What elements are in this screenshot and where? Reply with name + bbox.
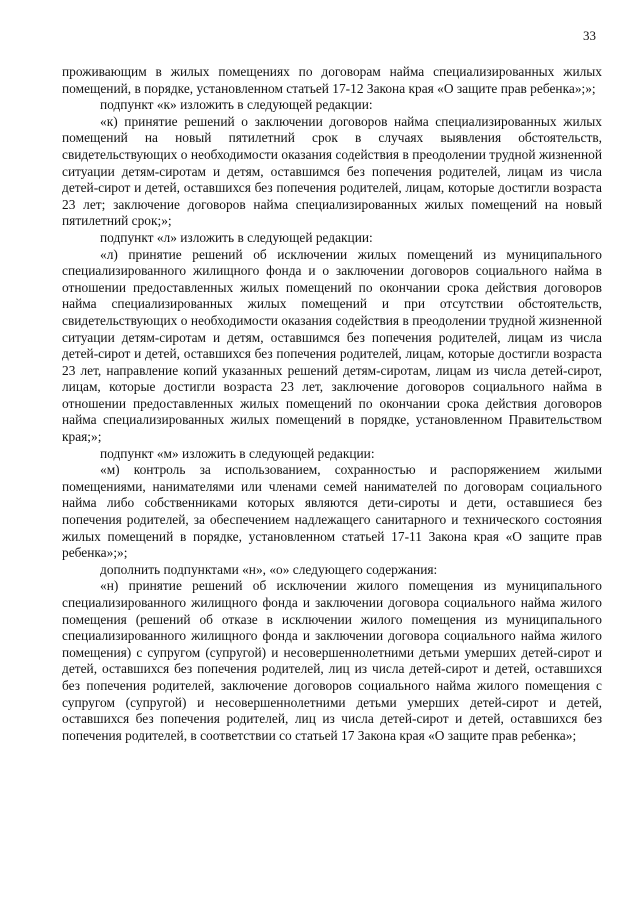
paragraph-instruction-k: подпункт «к» изложить в следующей редакции: <box>100 97 373 113</box>
paragraph-instruction-n-o: дополнить подпунктами «н», «о» следующего содержания: <box>100 561 438 577</box>
paragraph-instruction-l: подпункт «л» изложить в следующей редакции: <box>100 229 373 245</box>
paragraph-continuation: проживающим в жилых помещениях по договорам найма специализированных жилых помещений, в порядке, установленном статьей 17-12 Закона края «О защите прав ребенка»;»; <box>62 64 602 96</box>
paragraph-subpoint-m: «м) контроль за использованием, сохранностью и распоряжением жилыми помещениями, нанимателями или членами семей нанимателей по договорам социального найма либо собственниками которых являются дети-сироты и дети, оставшиеся без попечения родителей, за обеспечением надлежащего санитарного и технического состояния жилых помещений в порядке, установленном статьей 17-11 Закона края «О защите прав ребенка»;»; <box>62 462 602 561</box>
document-body <box>62 64 602 744</box>
paragraph-instruction-m: подпункт «м» изложить в следующей редакции: <box>100 445 375 461</box>
paragraph-subpoint-k: «к) принятие решений о заключении договоров найма специализированных жилых помещений на новый пятилетний срок в случаях выявления обстоятельств, свидетельствующих о необходимости оказания содействия в преодолении трудной жизненной ситуации детям-сиротам и детям, оставшимся без попечения родителей, лицам из числа детей-сирот и детей, оставшихся без попечения родителей, лицам, которые достигли возраста 23 лет; заключение договоров найма специализированных жилых помещений на новый пятилетний срок;»; <box>62 113 602 229</box>
page-number: 33 <box>583 28 596 43</box>
paragraph-subpoint-l: «л) принятие решений об исключении жилых помещений из муниципального специализированного жилищного фонда и о заключении договоров социального найма в отношении предоставленных жилых помещений по окончании срока действия договоров найма специализированных жилых помещений и при отсутствии обстоятельств, свидетельствующих о необходимости оказания содействия в преодолении трудной жизненной ситуации детям-сиротам и детям, оставшимся без попечения родителей, лицам из числа детей-сирот и детей, оставшихся без попечения родителей, лицам, которые достигли возраста 23 лет, направление копий указанных решений детям-сиротам, лицам из числа детей-сирот, лицам, которые достигли возраста 23 лет, заключение договоров социального найма в отношении предоставленных жилых помещений по окончании срока действия договоров найма специализированных жилых помещений в порядке, установленном Правительством края;»; <box>62 246 602 445</box>
paragraph-subpoint-n: «н) принятие решений об исключении жилого помещения из муниципального специализированного жилищного фонда и заключении договора социального найма жилого помещения (решений об отказе в исключении жилого помещения из муниципального специализированного жилищного фонда и заключении договора социального найма жилого помещения) с супругом (супругой) и несовершеннолетними детьми умерших детей-сирот и детей, оставшихся без попечения родителей, лиц из числа детей-сирот и детей, оставшихся без попечения родителей, заключение договоров социального найма жилого помещения с супругом (супругой) и несовершеннолетними детьми умерших детей-сирот и детей, оставшихся без попечения родителей, лиц из числа детей-сирот и детей, оставшихся без попечения родителей, в соответствии со статьей 17 Закона края «О защите прав ребенка»; <box>62 578 602 743</box>
